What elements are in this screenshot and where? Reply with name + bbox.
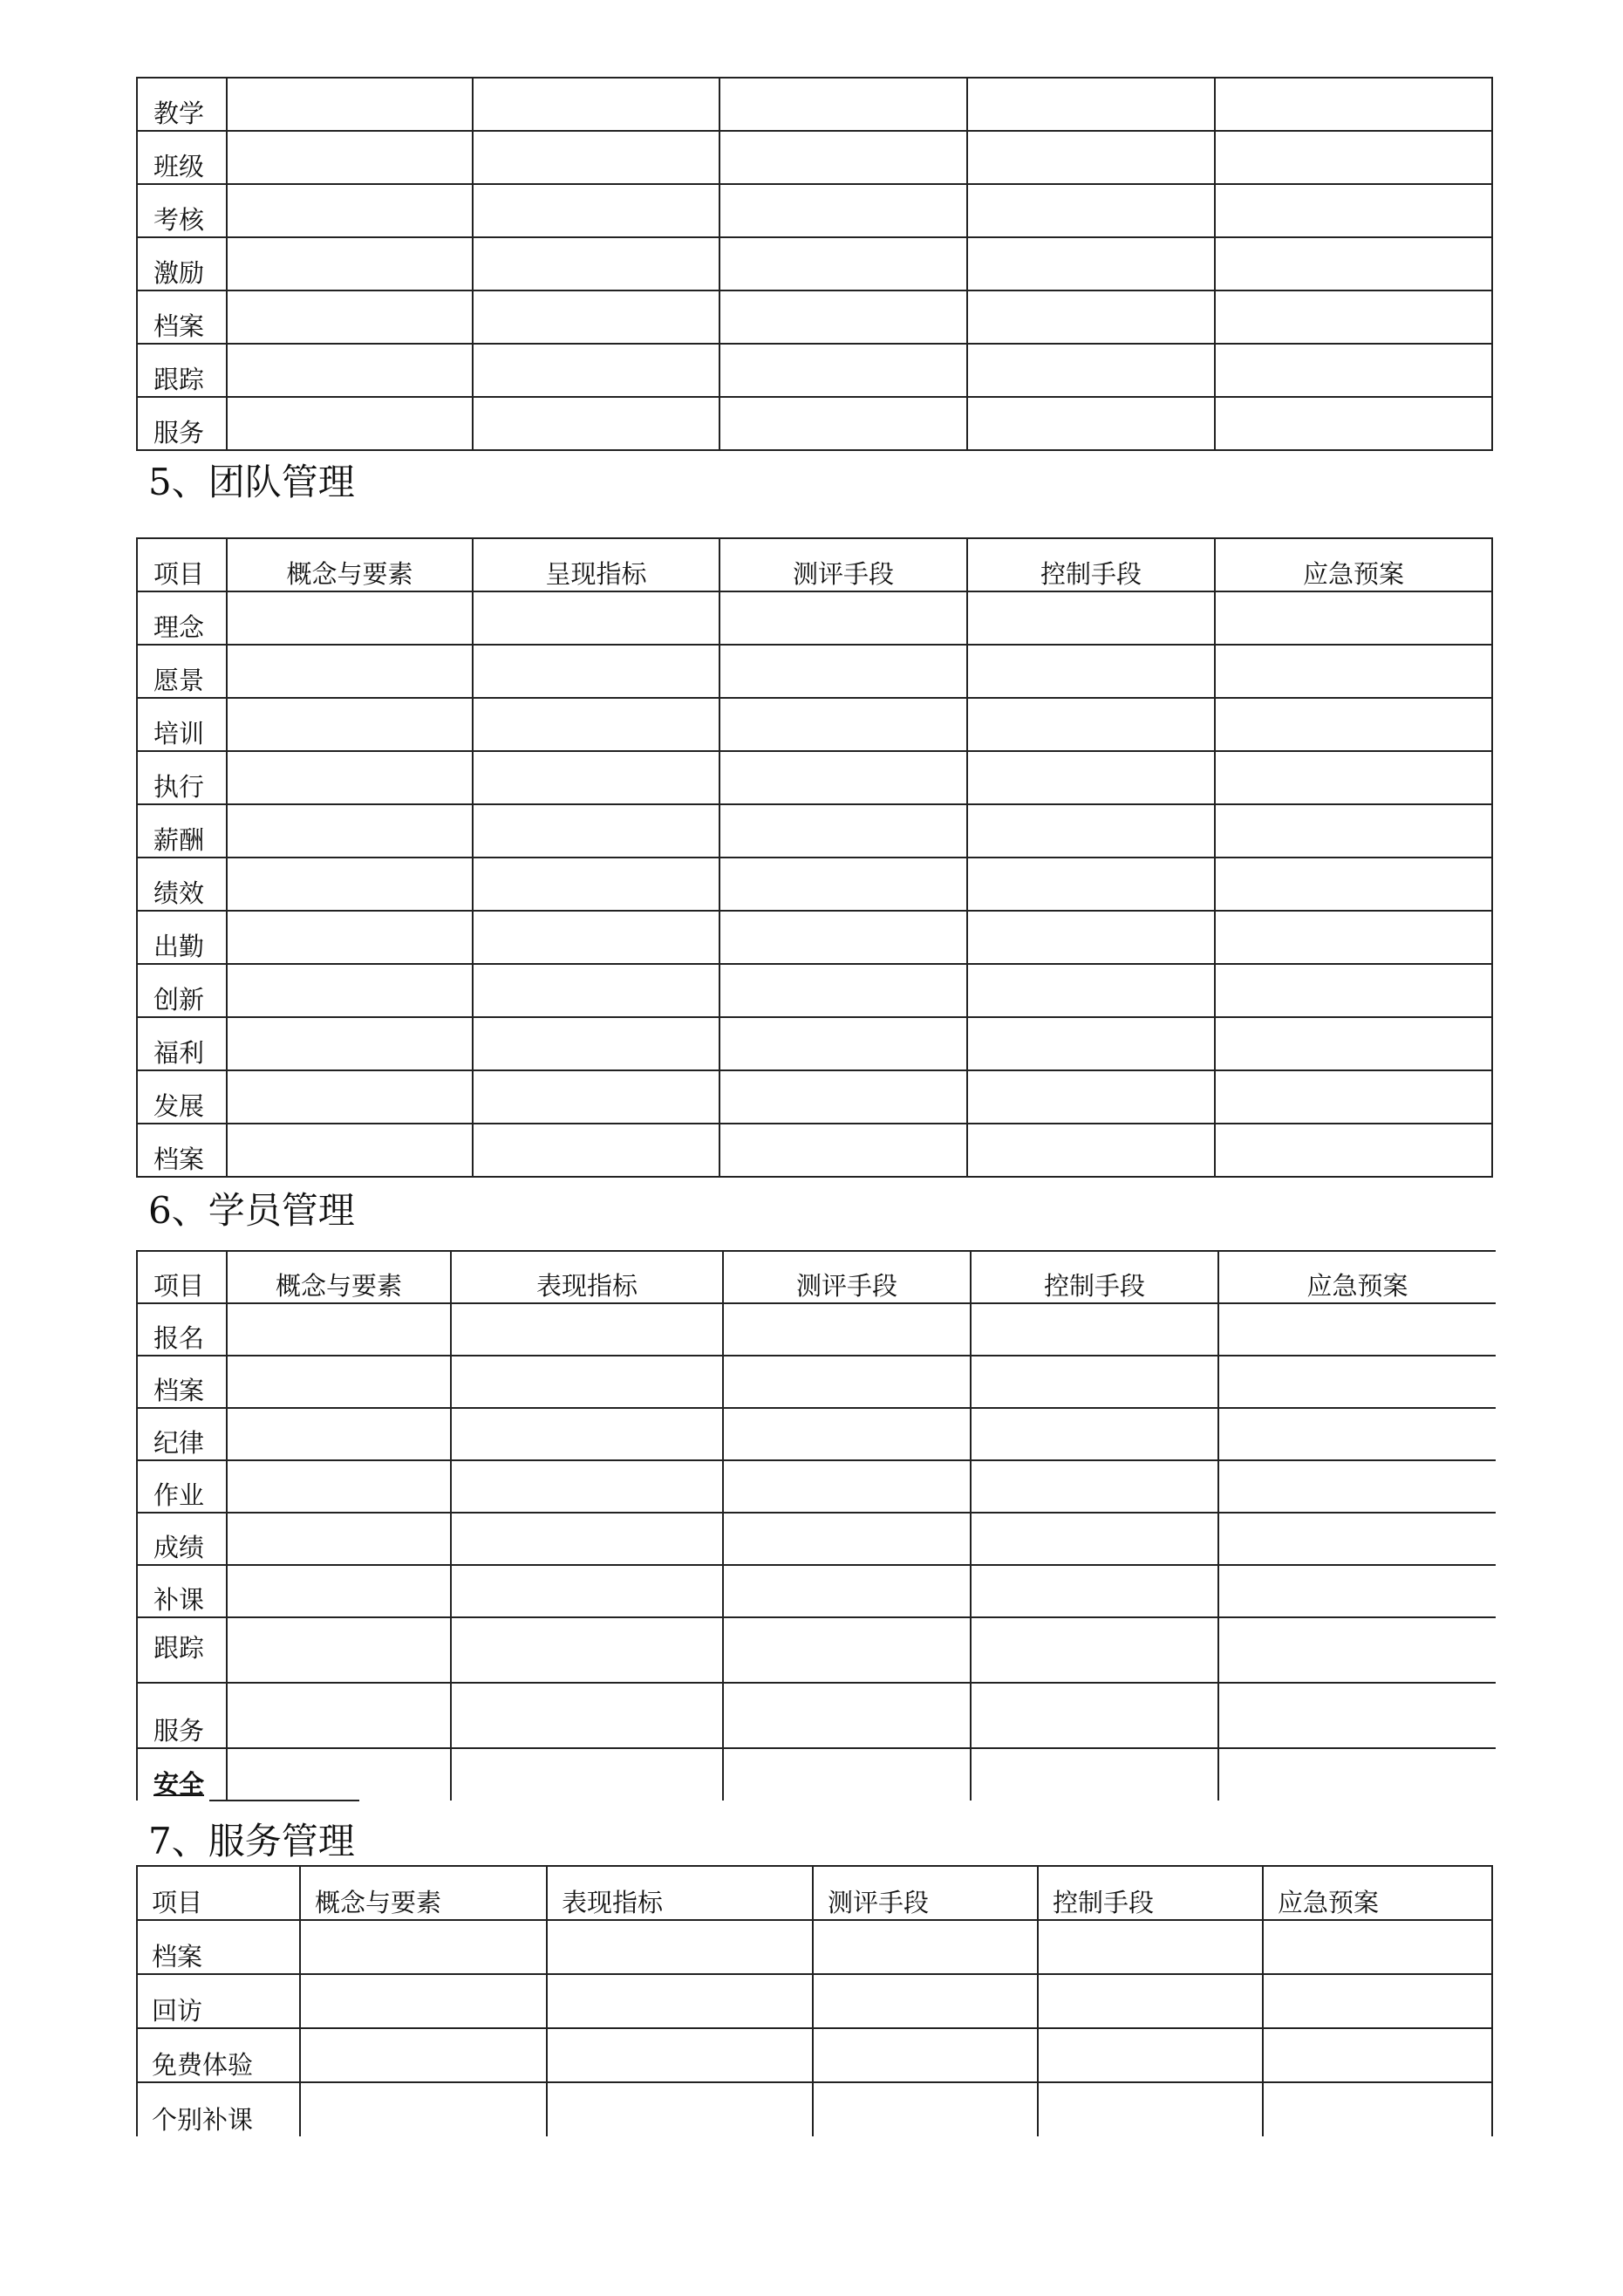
- row-label: 出勤: [137, 911, 227, 964]
- row-label: 执行: [137, 751, 227, 804]
- table-cell[interactable]: [719, 1070, 967, 1124]
- row-label: 作业: [137, 1460, 227, 1513]
- table-cell[interactable]: [227, 397, 473, 450]
- column-header: 项目: [137, 1866, 300, 1920]
- table-cell[interactable]: [473, 78, 719, 131]
- table-cell[interactable]: [967, 964, 1215, 1017]
- student-management-table: [136, 1250, 1496, 1801]
- table-cell[interactable]: [719, 751, 967, 804]
- table-cell[interactable]: [473, 1017, 719, 1070]
- table-cell[interactable]: [723, 1683, 971, 1748]
- table-continued: [136, 77, 1493, 451]
- row-label: 服务: [137, 1683, 227, 1748]
- table-cell[interactable]: [227, 911, 473, 964]
- table-cell[interactable]: [971, 1617, 1218, 1683]
- row-label: 跟踪: [137, 1617, 227, 1683]
- team-management-table: [136, 537, 1493, 1178]
- table-cell[interactable]: [1263, 2082, 1492, 2136]
- table-cell[interactable]: [719, 858, 967, 911]
- table-cell[interactable]: [1215, 858, 1492, 911]
- row-label: 薪酬: [137, 804, 227, 858]
- table-cell[interactable]: [1218, 1748, 1496, 1801]
- row-label: 考核: [137, 184, 227, 237]
- table-row: [137, 184, 1492, 237]
- table-cell[interactable]: [967, 290, 1215, 344]
- table-cell[interactable]: [719, 964, 967, 1017]
- table-cell[interactable]: [1215, 804, 1492, 858]
- column-header: 控制手段: [1038, 1866, 1263, 1920]
- table-row: [137, 397, 1492, 450]
- column-header: 应急预案: [1218, 1251, 1496, 1303]
- row-label: 理念: [137, 591, 227, 645]
- table-cell[interactable]: [719, 344, 967, 397]
- table-cell[interactable]: [813, 1920, 1038, 1974]
- table-cell[interactable]: [1038, 1974, 1263, 2028]
- table-cell[interactable]: [967, 131, 1215, 184]
- table-cell[interactable]: [227, 804, 473, 858]
- table-service-management: [136, 1865, 1493, 2136]
- table-cell[interactable]: [967, 804, 1215, 858]
- table-row: [137, 2082, 1492, 2136]
- row-label: 补课: [137, 1565, 227, 1617]
- column-header: 测评手段: [813, 1866, 1038, 1920]
- table-cell[interactable]: [1215, 591, 1492, 645]
- table-row: [137, 1513, 1496, 1565]
- section-heading-students: 6、学员管理: [148, 1189, 355, 1232]
- header-row: [137, 538, 1492, 591]
- table-cell[interactable]: [1215, 1070, 1492, 1124]
- table-cell[interactable]: [813, 2028, 1038, 2082]
- table-cell[interactable]: [971, 1356, 1218, 1408]
- table-cell[interactable]: [723, 1748, 971, 1801]
- table-cell[interactable]: [1215, 344, 1492, 397]
- table-cell[interactable]: [1215, 698, 1492, 751]
- table-cell[interactable]: [967, 751, 1215, 804]
- table-cell[interactable]: [1218, 1513, 1496, 1565]
- table-cell[interactable]: [967, 591, 1215, 645]
- table-cell[interactable]: [227, 1683, 451, 1748]
- table-cell[interactable]: [1215, 397, 1492, 450]
- table-row: [137, 591, 1492, 645]
- table-team-management: [136, 537, 1493, 1178]
- table-cell[interactable]: [473, 645, 719, 698]
- table-cell[interactable]: [719, 397, 967, 450]
- row-label: 成绩: [137, 1513, 227, 1565]
- table-row: [137, 1617, 1496, 1683]
- table-cell[interactable]: [227, 858, 473, 911]
- table-cell[interactable]: [719, 1017, 967, 1070]
- table-cell[interactable]: [227, 184, 473, 237]
- table-cell[interactable]: [967, 1124, 1215, 1177]
- table-cell[interactable]: [1218, 1617, 1496, 1683]
- table-cell[interactable]: [473, 964, 719, 1017]
- table-cell[interactable]: [227, 1017, 473, 1070]
- table-row: [137, 1974, 1492, 2028]
- header-row: [137, 1251, 1496, 1303]
- table-cell[interactable]: [451, 1356, 723, 1408]
- table-cell[interactable]: [300, 2082, 547, 2136]
- table-cell[interactable]: [473, 911, 719, 964]
- table-cell[interactable]: [719, 698, 967, 751]
- table-cell[interactable]: [971, 1460, 1218, 1513]
- table-row: [137, 1683, 1496, 1748]
- table-cell[interactable]: [719, 78, 967, 131]
- column-header: 测评手段: [719, 538, 967, 591]
- table-cell[interactable]: [227, 1124, 473, 1177]
- row-label: 绩效: [137, 858, 227, 911]
- table-cell[interactable]: [473, 1124, 719, 1177]
- table-cell[interactable]: [1263, 2028, 1492, 2082]
- table-row: [137, 1460, 1496, 1513]
- table-cell[interactable]: [227, 1356, 451, 1408]
- table-cell[interactable]: [451, 1617, 723, 1683]
- table-cell[interactable]: [967, 344, 1215, 397]
- table-cell[interactable]: [547, 2028, 813, 2082]
- table-cell[interactable]: [719, 131, 967, 184]
- table-cell[interactable]: [967, 78, 1215, 131]
- table-cell[interactable]: [967, 698, 1215, 751]
- table-row: [137, 78, 1492, 131]
- table-cell[interactable]: [227, 1565, 451, 1617]
- row-label: 纪律: [137, 1408, 227, 1460]
- row-label: 创新: [137, 964, 227, 1017]
- table-cell[interactable]: [227, 290, 473, 344]
- table-cell[interactable]: [719, 184, 967, 237]
- row-label: 激励: [137, 237, 227, 290]
- table-cell[interactable]: [813, 1974, 1038, 2028]
- row-label: 报名: [137, 1303, 227, 1356]
- column-header: 项目: [137, 1251, 227, 1303]
- table-row: [137, 1124, 1492, 1177]
- table-cell[interactable]: [723, 1460, 971, 1513]
- table-cell[interactable]: [1218, 1356, 1496, 1408]
- row-label: 班级: [137, 131, 227, 184]
- table-cell[interactable]: [1215, 131, 1492, 184]
- column-header: 表现指标: [547, 1866, 813, 1920]
- table-row: [137, 131, 1492, 184]
- table-cell[interactable]: [227, 1513, 451, 1565]
- row-label: 个别补课: [137, 2082, 300, 2136]
- table-cell[interactable]: [451, 1565, 723, 1617]
- row-label: 福利: [137, 1017, 227, 1070]
- table-row: [137, 804, 1492, 858]
- row-label: 培训: [137, 698, 227, 751]
- table-cell[interactable]: [227, 964, 473, 1017]
- table-cell[interactable]: [723, 1617, 971, 1683]
- table-cell[interactable]: [971, 1683, 1218, 1748]
- table-cell[interactable]: [971, 1408, 1218, 1460]
- table-cell[interactable]: [473, 131, 719, 184]
- table-cell[interactable]: [1215, 1017, 1492, 1070]
- table-cell[interactable]: [1215, 1124, 1492, 1177]
- service-management-table: [136, 1865, 1493, 2136]
- column-header: 项目: [137, 538, 227, 591]
- table-cell[interactable]: [227, 1460, 451, 1513]
- table-row: [137, 645, 1492, 698]
- table-cell[interactable]: [1263, 1920, 1492, 1974]
- table-row: [137, 751, 1492, 804]
- table-cell[interactable]: [227, 344, 473, 397]
- table-cell[interactable]: [1038, 2082, 1263, 2136]
- table-cell[interactable]: [967, 911, 1215, 964]
- table-cell[interactable]: [547, 1920, 813, 1974]
- column-header: 概念与要素: [300, 1866, 547, 1920]
- table-cell[interactable]: [1218, 1408, 1496, 1460]
- table-cell[interactable]: [971, 1303, 1218, 1356]
- table-cell[interactable]: [723, 1356, 971, 1408]
- table-cell[interactable]: [719, 237, 967, 290]
- column-header: 概念与要素: [227, 1251, 451, 1303]
- row-label: 教学: [137, 78, 227, 131]
- table-cell[interactable]: [1215, 184, 1492, 237]
- table-cell[interactable]: [473, 184, 719, 237]
- table-cell[interactable]: [1215, 78, 1492, 131]
- table-cell[interactable]: [1218, 1460, 1496, 1513]
- table-cell[interactable]: [473, 290, 719, 344]
- table-cell[interactable]: [473, 1070, 719, 1124]
- table-cell[interactable]: [227, 1303, 451, 1356]
- row-label: 回访: [137, 1974, 300, 2028]
- table-row: [137, 1565, 1496, 1617]
- table-cell[interactable]: [1215, 751, 1492, 804]
- table-cell[interactable]: [1215, 237, 1492, 290]
- table-cell[interactable]: [719, 804, 967, 858]
- table-row: [137, 911, 1492, 964]
- table-cell[interactable]: [227, 1617, 451, 1683]
- table-cell[interactable]: [967, 397, 1215, 450]
- table-cell[interactable]: [451, 1303, 723, 1356]
- table-cell[interactable]: [719, 290, 967, 344]
- row-label: 档案: [137, 1124, 227, 1177]
- continued-management-table: [136, 77, 1493, 451]
- table-cell[interactable]: [1038, 2028, 1263, 2082]
- table-cell[interactable]: [451, 1748, 723, 1801]
- table-cell[interactable]: [227, 1748, 451, 1801]
- table-cell[interactable]: [967, 237, 1215, 290]
- table-cell[interactable]: [227, 698, 473, 751]
- table-cell[interactable]: [813, 2082, 1038, 2136]
- table-cell[interactable]: [1215, 645, 1492, 698]
- table-cell[interactable]: [967, 1017, 1215, 1070]
- table-cell[interactable]: [227, 237, 473, 290]
- table-row: [137, 1920, 1492, 1974]
- table-row: [137, 698, 1492, 751]
- table-cell[interactable]: [451, 1408, 723, 1460]
- table-cell[interactable]: [1263, 1974, 1492, 2028]
- row-label: 服务: [137, 397, 227, 450]
- table-cell[interactable]: [473, 858, 719, 911]
- table-cell[interactable]: [300, 2028, 547, 2082]
- table-cell[interactable]: [971, 1565, 1218, 1617]
- row-label: 安全: [137, 1748, 227, 1801]
- column-header: 表现指标: [451, 1251, 723, 1303]
- column-header: 测评手段: [723, 1251, 971, 1303]
- table-cell[interactable]: [1215, 911, 1492, 964]
- row-label: 跟踪: [137, 344, 227, 397]
- section-heading-service: 7、服务管理: [148, 1820, 355, 1862]
- table-cell[interactable]: [1218, 1303, 1496, 1356]
- table-cell[interactable]: [473, 237, 719, 290]
- row-label: 免费体验: [137, 2028, 300, 2082]
- table-cell[interactable]: [547, 2082, 813, 2136]
- table-cell[interactable]: [967, 645, 1215, 698]
- table-row: [137, 2028, 1492, 2082]
- table-row: [137, 1356, 1496, 1408]
- column-header: 应急预案: [1263, 1866, 1492, 1920]
- table-row: [137, 1408, 1496, 1460]
- table-cell[interactable]: [473, 591, 719, 645]
- table-cell[interactable]: [723, 1303, 971, 1356]
- table-cell[interactable]: [1218, 1565, 1496, 1617]
- column-header: 呈现指标: [473, 538, 719, 591]
- table-cell[interactable]: [227, 78, 473, 131]
- column-header: 控制手段: [971, 1251, 1218, 1303]
- table-cell[interactable]: [967, 858, 1215, 911]
- table-cell[interactable]: [473, 698, 719, 751]
- table-cell[interactable]: [723, 1408, 971, 1460]
- table-row: [137, 1070, 1492, 1124]
- table-cell[interactable]: [227, 751, 473, 804]
- table-student-management: [136, 1250, 1496, 1801]
- table-row: [137, 1303, 1496, 1356]
- table-cell[interactable]: [547, 1974, 813, 2028]
- table-cell[interactable]: [227, 1070, 473, 1124]
- table-cell[interactable]: [723, 1565, 971, 1617]
- table-cell[interactable]: [971, 1513, 1218, 1565]
- table-cell[interactable]: [473, 397, 719, 450]
- row-label: 愿景: [137, 645, 227, 698]
- table-cell[interactable]: [1038, 1920, 1263, 1974]
- table-cell[interactable]: [451, 1460, 723, 1513]
- table-row: [137, 237, 1492, 290]
- table-cell[interactable]: [971, 1748, 1218, 1801]
- table-cell[interactable]: [967, 184, 1215, 237]
- column-header: 应急预案: [1215, 538, 1492, 591]
- row-label: 档案: [137, 1356, 227, 1408]
- table-cell[interactable]: [227, 131, 473, 184]
- table-row: [137, 290, 1492, 344]
- table-cell[interactable]: [1218, 1683, 1496, 1748]
- table-cell[interactable]: [300, 1974, 547, 2028]
- table-cell[interactable]: [451, 1513, 723, 1565]
- table-cell[interactable]: [719, 645, 967, 698]
- underline-rule: [209, 1800, 359, 1801]
- table-row: [137, 858, 1492, 911]
- section-heading-team: 5、团队管理: [148, 461, 355, 503]
- row-label: 档案: [137, 290, 227, 344]
- header-row: [137, 1866, 1492, 1920]
- table-cell[interactable]: [227, 1408, 451, 1460]
- table-cell[interactable]: [719, 1124, 967, 1177]
- table-cell[interactable]: [1215, 290, 1492, 344]
- table-cell[interactable]: [473, 344, 719, 397]
- table-cell[interactable]: [300, 1920, 547, 1974]
- table-row: [137, 964, 1492, 1017]
- table-cell[interactable]: [967, 1070, 1215, 1124]
- table-cell[interactable]: [1215, 964, 1492, 1017]
- table-row: [137, 1748, 1496, 1801]
- row-label: 发展: [137, 1070, 227, 1124]
- table-row: [137, 344, 1492, 397]
- row-label: 档案: [137, 1920, 300, 1974]
- table-cell[interactable]: [473, 804, 719, 858]
- table-cell[interactable]: [227, 645, 473, 698]
- table-cell[interactable]: [473, 751, 719, 804]
- table-cell[interactable]: [719, 591, 967, 645]
- column-header: 概念与要素: [227, 538, 473, 591]
- table-cell[interactable]: [723, 1513, 971, 1565]
- table-cell[interactable]: [719, 911, 967, 964]
- table-cell[interactable]: [451, 1683, 723, 1748]
- table-row: [137, 1017, 1492, 1070]
- column-header: 控制手段: [967, 538, 1215, 591]
- table-cell[interactable]: [227, 591, 473, 645]
